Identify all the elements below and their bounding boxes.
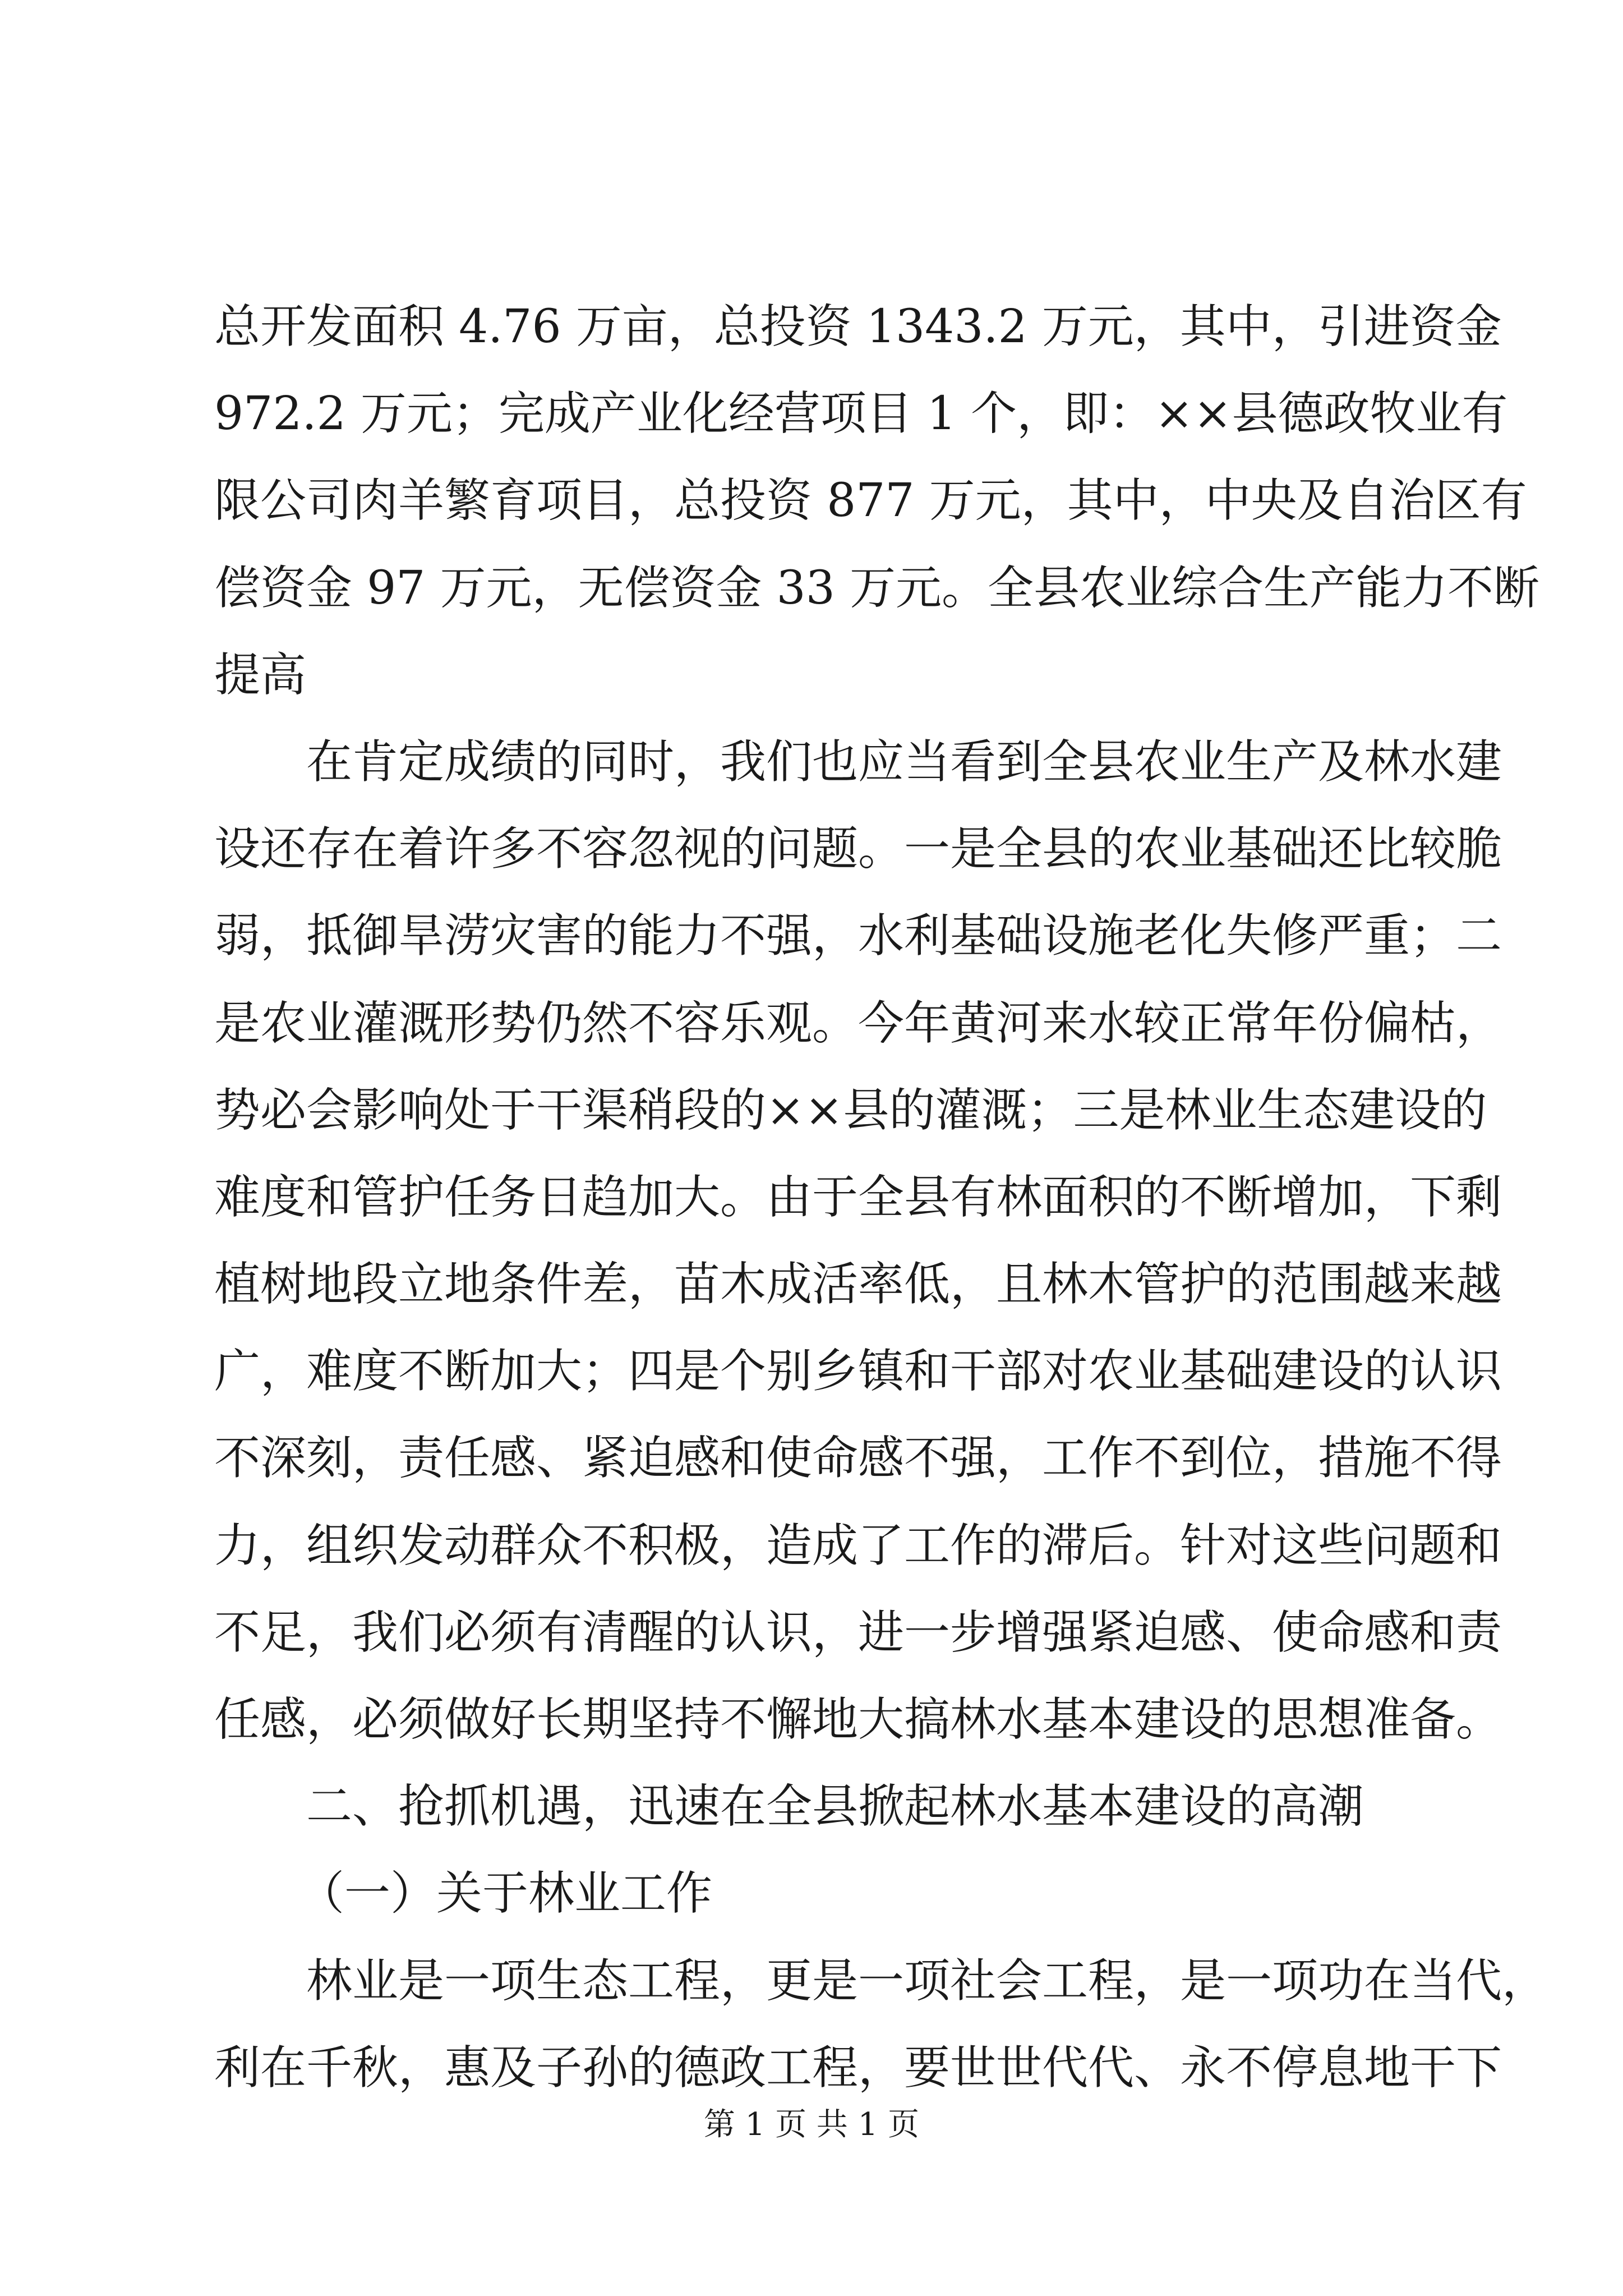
paragraph-first-line: 林业是一项生态工程，更是一项社会工程，是一项功在当代， <box>306 1954 1548 2008</box>
text-line: 势必会影响处于干渠稍段的××县的灌溉；三是林业生态建设的 <box>214 1083 1487 1137</box>
text-line: 植树地段立地条件差，苗木成活率低，且林木管护的范围越来越 <box>214 1258 1502 1312</box>
text-line: 利在千秋，惠及子孙的德政工程，要世世代代、永不停息地干下 <box>214 2041 1502 2095</box>
text-line: 偿资金 97 万元，无偿资金 33 万元。全县农业综合生产能力不断 <box>214 561 1539 615</box>
text-line: 限公司肉羊繁育项目，总投资 877 万元，其中，中央及自治区有 <box>214 474 1527 528</box>
document-body <box>214 283 1548 2111</box>
text-line: 广，难度不断加大；四是个别乡镇和干部对农业基础建设的认识 <box>214 1345 1502 1398</box>
text-line: 不深刻，责任感、紧迫感和使命感不强，工作不到位，措施不得 <box>214 1432 1502 1485</box>
text-line: 设还存在着许多不容忽视的问题。一是全县的农业基础还比较脆 <box>214 822 1502 876</box>
paragraph-first-line: 在肯定成绩的同时，我们也应当看到全县农业生产及林水建 <box>306 735 1502 789</box>
text-line: 972.2 万元；完成产业化经营项目 1 个，即：××县德政牧业有 <box>214 387 1508 441</box>
text-line: 弱，抵御旱涝灾害的能力不强，水利基础设施老化失修严重；二 <box>214 909 1502 963</box>
subsection-heading: （一）关于林业工作 <box>298 1867 713 1921</box>
text-line: 不足，我们必须有清醒的认识，进一步增强紧迫感、使命感和责 <box>214 1605 1502 1659</box>
text-line: 任感，必须做好长期坚持不懈地大搞林水基本建设的思想准备。 <box>214 1693 1502 1746</box>
text-line: 提高 <box>214 648 307 702</box>
section-heading: 二、抢抓机遇，迅速在全县掀起林水基本建设的高潮 <box>306 1780 1364 1834</box>
text-line: 力，组织发动群众不积极，造成了工作的滞后。针对这些问题和 <box>214 1519 1502 1572</box>
page-footer: 第 1 页 共 1 页 <box>703 2106 920 2143</box>
text-line: 是农业灌溉形势仍然不容乐观。今年黄河来水较正常年份偏枯， <box>214 996 1502 1050</box>
text-line: 总开发面积 4.76 万亩，总投资 1343.2 万元，其中，引进资金 <box>214 300 1502 353</box>
text-line: 难度和管护任务日趋加大。由于全县有林面积的不断增加，下剩 <box>214 1170 1502 1224</box>
